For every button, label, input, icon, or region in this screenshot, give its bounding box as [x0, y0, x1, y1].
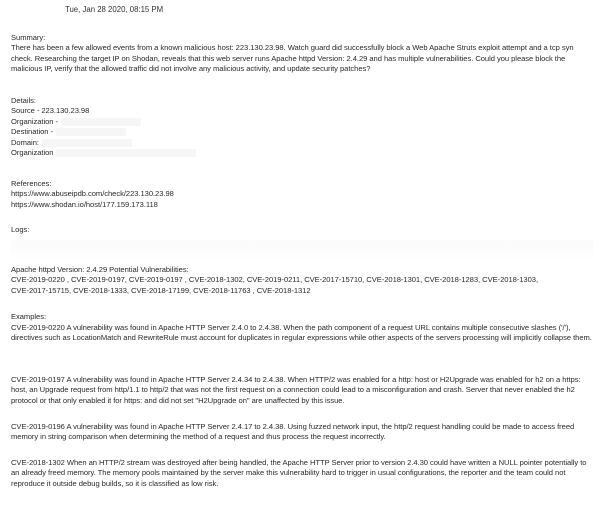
logs-heading: Logs:	[11, 225, 30, 234]
vulnerabilities-heading: Apache httpd Version: 2.4.29 Potential Vulnerabilities:	[11, 265, 189, 274]
example-cve-2019-0197: CVE-2019-0197 A vulnerability was found in Apache HTTP Server 2.4.34 to 2.4.38. When HTTP/2 was enabled for a http: host or H2Upgrade was enabled for h2 on a https: host, an Upgrade request from http/1.1 to http/2 that was not the first request on a connection could lead to a misconfiguration and crash. Server that never enabled the h2 protocol or that only enabled it for https: and did not set "H2Upgrade on" are unaffected by this issue.	[11, 375, 581, 405]
details-source: Source - 223.130.23.98	[11, 106, 90, 116]
logs-content-area	[11, 240, 593, 262]
examples-heading-block	[11, 312, 593, 322]
reference-link-abuseipdb[interactable]: https://www.abuseipdb.com/check/223.130.23.98	[11, 189, 174, 199]
example-cve-2019-0196: CVE-2019-0196 A vulnerability was found in Apache HTTP Server 2.4.17 to 2.4.38. Using fuzzed network input, the http/2 request handling could be made to access freed memory in string comparison when determining the method of a request and thus process the request incorrectly.	[11, 422, 575, 442]
details-domain-row	[11, 138, 593, 148]
details-organization-row	[11, 117, 593, 127]
vulnerabilities-list-line-2: CVE-2017-15715, CVE-2018-1333, CVE-2018-17199, CVE-2018-11763 , CVE-2018-1312	[11, 285, 311, 295]
example-cve-2019-0220: CVE-2019-0220 A vulnerability was found in Apache HTTP Server 2.4.0 to 2.4.38. When the path component of a request URL contains multiple consecutive slashes ('/'), directives such as LocationMatch and RewriteRule must account for duplicates in regular expressions while other aspects of the servers processing will implicitly collapse them.	[11, 323, 592, 343]
example-cve-2018-1302: CVE-2018-1302 When an HTTP/2 stream was destroyed after being handled, the Apache HTTP Server prior to version 2.4.30 could have written a NULL pointer potentially to an already freed memory. The memory pools maintained by the server make this vulnerability hard to trigger in usual configurations, the reporter and the team could not reproduce it outside debug builds, so it is classified as low risk.	[11, 458, 587, 488]
examples-heading: Examples:	[11, 312, 47, 321]
summary-heading: Summary:	[11, 33, 46, 42]
redacted-block	[42, 139, 132, 147]
logs-section	[11, 225, 593, 235]
details-organization2-row	[11, 148, 593, 158]
details-destination: Destination -	[11, 127, 53, 137]
details-heading: Details:	[11, 96, 36, 105]
details-organization2: Organization	[11, 148, 54, 158]
details-section	[11, 96, 593, 158]
references-heading: References:	[11, 179, 52, 188]
details-destination-row	[11, 127, 593, 137]
references-section	[11, 179, 593, 210]
details-organization: Organization -	[11, 116, 58, 126]
reference-link-shodan[interactable]: https://www.shodan.io/host/177.159.173.118	[11, 199, 158, 209]
vulnerabilities-list-line-1: CVE-2019-0220 , CVE-2019-0197, CVE-2019-0197 , CVE-2018-1302, CVE-2019-0211, CVE-2017-15710, CVE-2018-1301, CVE-2018-1283, CVE-2018-1303,	[11, 275, 539, 285]
summary-text: There has been a few allowed events from a known malicious host: 223.130.23.98. Watch guard did successfully block a Web Apache Struts exploit attempt and a tcp syn check. Researching the target IP on Shodan, reveals that this web server runs Apache httpd Version: 2.4.29 and has multiple vulnerabilities. Could you please block the malicious IP, verify that the allowed traffic did not involve any malicious activity, and update security patches?	[11, 43, 574, 74]
details-domain: Domain:	[11, 137, 39, 147]
summary-section	[11, 33, 593, 75]
redacted-block	[61, 118, 141, 126]
email-timestamp: Tue, Jan 28 2020, 08:15 PM	[65, 5, 164, 14]
redacted-block	[56, 128, 126, 136]
vulnerabilities-section	[11, 265, 593, 296]
redacted-block	[56, 149, 196, 157]
